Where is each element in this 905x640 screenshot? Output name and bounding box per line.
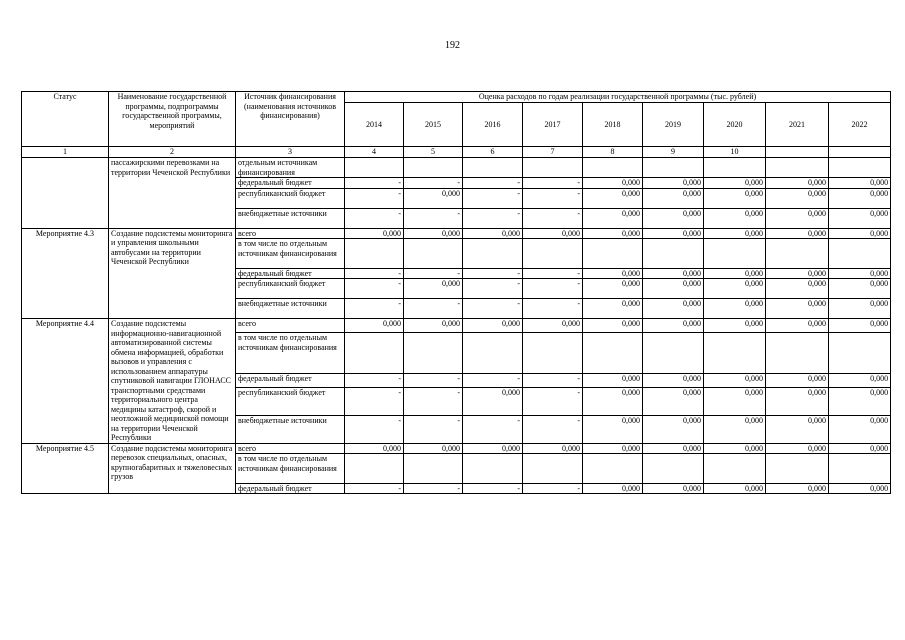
amount-cell: - [523,374,583,388]
measure-name-cell: Создание подсистемы мониторинга и управления школьными автобусами на территории Чеченской Республики [109,228,236,319]
amount-cell: - [463,208,523,228]
amount-cell: - [463,483,523,494]
amount-cell: 0,000 [704,374,766,388]
table-row [22,158,891,178]
amount-cell: 0,000 [404,319,463,333]
amount-cell: 0,000 [643,415,704,443]
amount-cell: 0,000 [643,299,704,319]
funding-source-cell: в том числе по отдельным источникам финансирования [236,239,345,269]
amount-cell: - [463,188,523,208]
amount-cell: - [345,483,404,494]
status-cell: Мероприятие 4.5 [22,443,109,494]
amount-cell: - [523,188,583,208]
measure-name-cell: Создание подсистемы мониторинга перевозок специальных, опасных, крупногабаритных и тяжеловесных грузов [109,443,236,494]
table-row [22,228,891,239]
amount-cell: 0,000 [523,228,583,239]
amount-cell: 0,000 [463,319,523,333]
amount-cell [829,158,891,178]
amount-cell: 0,000 [404,188,463,208]
amount-cell: - [463,178,523,189]
amount-cell: 0,000 [704,178,766,189]
amount-cell: - [523,268,583,279]
amount-cell [345,239,404,269]
header-year: 2022 [829,103,891,147]
amount-cell: 0,000 [829,279,891,299]
header-year: 2014 [345,103,404,147]
amount-cell: 0,000 [583,319,643,333]
amount-cell: 0,000 [643,279,704,299]
amount-cell: - [523,388,583,416]
amount-cell: 0,000 [829,388,891,416]
funding-source-cell: внебюджетные источники [236,208,345,228]
funding-source-cell: отдельным источникам финансирования [236,158,345,178]
amount-cell: - [345,388,404,416]
amount-cell: 0,000 [766,319,829,333]
amount-cell: 0,000 [766,178,829,189]
amount-cell [404,239,463,269]
funding-source-cell: федеральный бюджет [236,268,345,279]
amount-cell: 0,000 [704,228,766,239]
amount-cell: 0,000 [404,279,463,299]
amount-cell: 0,000 [523,319,583,333]
header-year: 2019 [643,103,704,147]
table-row [22,319,891,333]
amount-cell [345,454,404,484]
amount-cell: 0,000 [704,188,766,208]
amount-cell: - [523,483,583,494]
amount-cell [829,454,891,484]
amount-cell: 0,000 [704,279,766,299]
amount-cell: 0,000 [643,208,704,228]
amount-cell: 0,000 [404,228,463,239]
header-year: 2017 [523,103,583,147]
funding-source-cell: всего [236,228,345,239]
amount-cell: 0,000 [583,228,643,239]
amount-cell [643,454,704,484]
amount-cell: - [523,279,583,299]
amount-cell: - [345,374,404,388]
amount-cell: 0,000 [766,483,829,494]
amount-cell: - [345,299,404,319]
amount-cell [704,239,766,269]
amount-cell [583,239,643,269]
amount-cell: - [404,388,463,416]
amount-cell [523,454,583,484]
amount-cell: - [345,188,404,208]
amount-cell: - [345,208,404,228]
funding-source-cell: республиканский бюджет [236,279,345,299]
table-body [22,158,891,494]
amount-cell: 0,000 [463,443,523,454]
amount-cell [523,333,583,374]
amount-cell: 0,000 [704,483,766,494]
amount-cell: 0,000 [829,483,891,494]
amount-cell: - [523,208,583,228]
amount-cell: 0,000 [345,443,404,454]
amount-cell [704,454,766,484]
amount-cell: 0,000 [643,228,704,239]
amount-cell: 0,000 [463,228,523,239]
amount-cell: 0,000 [766,374,829,388]
column-number: 4 [345,147,404,158]
amount-cell: - [345,279,404,299]
amount-cell [523,239,583,269]
amount-cell [583,454,643,484]
header-year: 2015 [404,103,463,147]
measure-name-cell: Создание подсистемы информационно-навигационной автоматизированной системы обмена информацией, обработки вызовов и управления с использованием аппаратуры спутниковой навигации ГЛОНАСС транспортными средствами территориального центра медицины катастроф, скорой и неотложной медицинской помощи на территории Чеченской Республики [109,319,236,444]
amount-cell: - [404,299,463,319]
amount-cell: 0,000 [583,208,643,228]
amount-cell: 0,000 [829,228,891,239]
amount-cell: 0,000 [704,415,766,443]
amount-cell: 0,000 [766,299,829,319]
amount-cell: - [404,483,463,494]
amount-cell: 0,000 [523,443,583,454]
table-header [22,92,891,158]
header-year: 2016 [463,103,523,147]
amount-cell [345,333,404,374]
column-number: 7 [523,147,583,158]
amount-cell: 0,000 [704,268,766,279]
amount-cell: 0,000 [345,319,404,333]
funding-source-cell: всего [236,319,345,333]
amount-cell: 0,000 [643,388,704,416]
amount-cell: - [345,415,404,443]
amount-cell: 0,000 [583,268,643,279]
amount-cell: 0,000 [829,188,891,208]
header-year: 2021 [766,103,829,147]
funding-source-cell: всего [236,443,345,454]
table-row [22,443,891,454]
amount-cell: 0,000 [643,178,704,189]
amount-cell: 0,000 [766,443,829,454]
amount-cell [583,333,643,374]
amount-cell: - [463,279,523,299]
amount-cell [766,239,829,269]
amount-cell: 0,000 [583,374,643,388]
status-cell: Мероприятие 4.3 [22,228,109,319]
amount-cell: 0,000 [704,388,766,416]
funding-source-cell: внебюджетные источники [236,299,345,319]
amount-cell: 0,000 [643,443,704,454]
amount-cell: 0,000 [766,228,829,239]
measure-name-cell: пассажирскими перевозками на территории Чеченской Республики [109,158,236,229]
amount-cell [829,333,891,374]
amount-cell: 0,000 [643,374,704,388]
header-name: Наименование государственной программы, подпрограммы государственной программы, мероприятий [109,92,236,147]
column-number [829,147,891,158]
amount-cell: - [463,374,523,388]
amount-cell: - [523,415,583,443]
header-estimate: Оценка расходов по годам реализации государственной программы (тыс. рублей) [345,92,891,103]
amount-cell: 0,000 [345,228,404,239]
amount-cell: 0,000 [829,415,891,443]
amount-cell: - [345,268,404,279]
column-number-row [22,147,891,158]
amount-cell: 0,000 [583,388,643,416]
amount-cell: 0,000 [829,208,891,228]
amount-cell: - [404,208,463,228]
amount-cell [704,158,766,178]
amount-cell: 0,000 [583,299,643,319]
amount-cell: 0,000 [829,178,891,189]
amount-cell: 0,000 [583,443,643,454]
amount-cell: 0,000 [704,299,766,319]
amount-cell [643,158,704,178]
funding-source-cell: федеральный бюджет [236,374,345,388]
header-year: 2020 [704,103,766,147]
amount-cell: - [463,268,523,279]
amount-cell: 0,000 [583,178,643,189]
column-number: 1 [22,147,109,158]
amount-cell [766,158,829,178]
status-cell: Мероприятие 4.4 [22,319,109,444]
column-number: 2 [109,147,236,158]
amount-cell [829,239,891,269]
funding-source-cell: федеральный бюджет [236,178,345,189]
amount-cell: 0,000 [704,319,766,333]
amount-cell: 0,000 [766,415,829,443]
amount-cell [345,158,404,178]
amount-cell [404,158,463,178]
amount-cell [463,454,523,484]
funding-source-cell: республиканский бюджет [236,188,345,208]
amount-cell [766,454,829,484]
amount-cell [463,239,523,269]
amount-cell: 0,000 [583,415,643,443]
amount-cell [523,158,583,178]
amount-cell [404,333,463,374]
amount-cell: - [404,178,463,189]
budget-table [21,91,891,494]
funding-source-cell: республиканский бюджет [236,388,345,416]
amount-cell: - [523,178,583,189]
amount-cell: - [463,299,523,319]
amount-cell: 0,000 [829,268,891,279]
header-year: 2018 [583,103,643,147]
funding-source-cell: внебюджетные источники [236,415,345,443]
amount-cell: 0,000 [766,279,829,299]
amount-cell: 0,000 [766,208,829,228]
header-status: Статус [22,92,109,147]
amount-cell: - [345,178,404,189]
amount-cell [463,158,523,178]
amount-cell: 0,000 [643,319,704,333]
amount-cell: 0,000 [766,188,829,208]
amount-cell: - [404,415,463,443]
column-number: 10 [704,147,766,158]
column-number [766,147,829,158]
column-number: 6 [463,147,523,158]
amount-cell: 0,000 [643,268,704,279]
amount-cell: 0,000 [583,188,643,208]
column-number: 3 [236,147,345,158]
amount-cell: 0,000 [704,208,766,228]
amount-cell [643,239,704,269]
amount-cell: 0,000 [766,388,829,416]
amount-cell: 0,000 [643,483,704,494]
amount-cell: - [523,299,583,319]
column-number: 8 [583,147,643,158]
funding-source-cell: в том числе по отдельным источникам финансирования [236,454,345,484]
amount-cell: 0,000 [829,299,891,319]
page-number: 192 [445,40,460,51]
status-cell [22,158,109,229]
amount-cell [643,333,704,374]
amount-cell: - [404,268,463,279]
amount-cell: 0,000 [463,388,523,416]
amount-cell: 0,000 [766,268,829,279]
amount-cell: 0,000 [643,188,704,208]
amount-cell: 0,000 [829,374,891,388]
column-number: 5 [404,147,463,158]
amount-cell: 0,000 [404,443,463,454]
amount-cell [766,333,829,374]
amount-cell: 0,000 [583,483,643,494]
amount-cell: 0,000 [829,319,891,333]
amount-cell [404,454,463,484]
amount-cell [583,158,643,178]
amount-cell: 0,000 [829,443,891,454]
column-number: 9 [643,147,704,158]
amount-cell: - [404,374,463,388]
amount-cell: - [463,415,523,443]
amount-cell: 0,000 [704,443,766,454]
amount-cell [463,333,523,374]
header-source: Источник финансирования (наименования источников финансирования) [236,92,345,147]
amount-cell [704,333,766,374]
amount-cell: 0,000 [583,279,643,299]
funding-source-cell: в том числе по отдельным источникам финансирования [236,333,345,374]
funding-source-cell: федеральный бюджет [236,483,345,494]
